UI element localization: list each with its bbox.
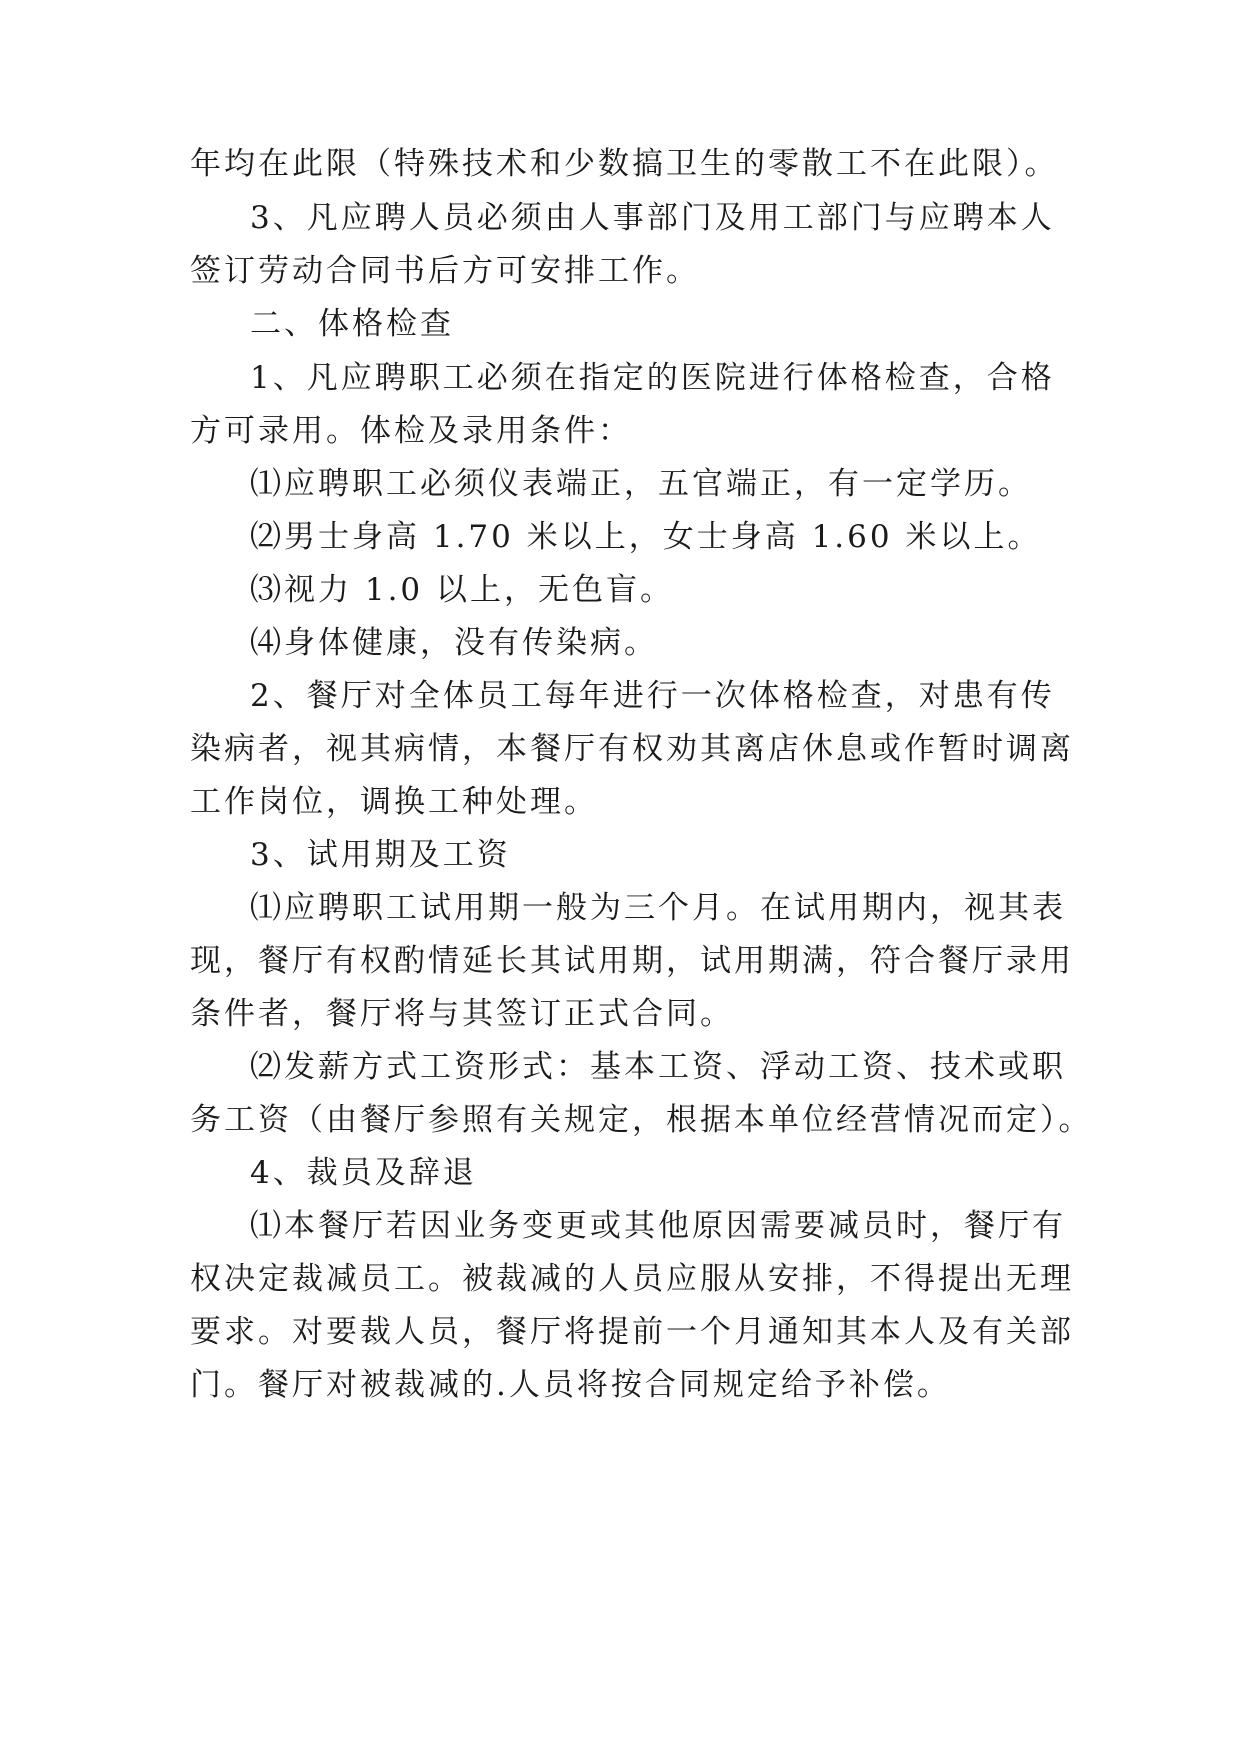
text-line: 签订劳动合同书后方可安排工作。 xyxy=(190,253,700,289)
text-line: 染病者，视其病情，本餐厅有权劝其离店休息或作暂时调离 xyxy=(190,731,1074,767)
subsection-heading: 3、试用期及工资 xyxy=(250,837,511,873)
text-line: 3、凡应聘人员必须由人事部门及用工部门与应聘本人 xyxy=(250,200,1055,236)
text-line: 要求。对要裁人员，餐厅将提前一个月通知其本人及有关部 xyxy=(190,1314,1074,1350)
list-item: ⑶视力 1.0 以上，无色盲。 xyxy=(250,572,675,608)
document-page xyxy=(190,0,1093,1754)
text-line: 现，餐厅有权酌情延长其试用期，试用期满，符合餐厅录用 xyxy=(190,943,1074,979)
subsection-heading: 4、裁员及辞退 xyxy=(250,1155,477,1191)
list-item: ⑵男士身高 1.70 米以上，女士身高 1.60 米以上。 xyxy=(250,519,1042,555)
text-line: 2、餐厅对全体员工每年进行一次体格检查，对患有传 xyxy=(250,678,1055,714)
list-item: ⑴应聘职工必须仪表端正，五官端正，有一定学历。 xyxy=(250,466,1032,502)
list-item: ⑷身体健康，没有传染病。 xyxy=(250,625,658,661)
text-line: 权决定裁减员工。被裁减的人员应服从安排，不得提出无理 xyxy=(190,1261,1074,1297)
text-line: 年均在此限（特殊技术和少数搞卫生的零散工不在此限）。 xyxy=(190,146,1059,182)
section-heading: 二、体格检查 xyxy=(250,306,454,342)
text-line: 1、凡应聘职工必须在指定的医院进行体格检查，合格 xyxy=(250,360,1055,396)
text-line: 条件者，餐厅将与其签订正式合同。 xyxy=(190,996,734,1032)
text-line: 方可录用。体检及录用条件： xyxy=(190,413,632,449)
text-line: 务工资（由餐厅参照有关规定，根据本单位经营情况而定）。 xyxy=(190,1102,1093,1138)
text-line: 门。餐厅对被裁减的.人员将按合同规定给予补偿。 xyxy=(190,1367,951,1403)
list-item: ⑵发薪方式工资形式：基本工资、浮动工资、技术或职 xyxy=(250,1049,1066,1085)
text-line: 工作岗位，调换工种处理。 xyxy=(190,784,598,820)
list-item: ⑴应聘职工试用期一般为三个月。在试用期内，视其表 xyxy=(250,890,1066,926)
list-item: ⑴本餐厅若因业务变更或其他原因需要减员时，餐厅有 xyxy=(250,1208,1066,1244)
